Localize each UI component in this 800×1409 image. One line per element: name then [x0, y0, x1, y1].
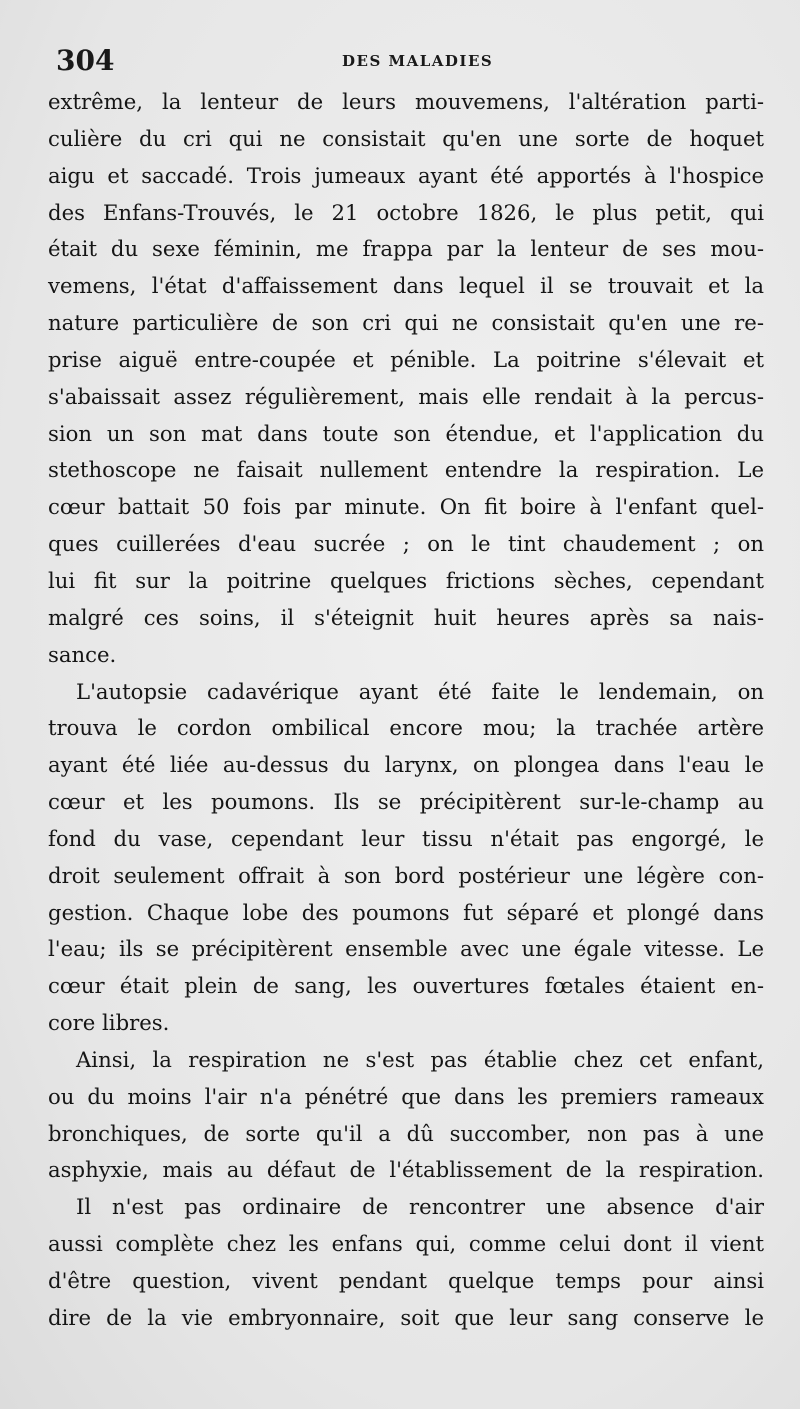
text-line: gestion. Chaque lobe des poumons fut séparé et plongé dans	[48, 899, 764, 925]
text-line: core libres.	[48, 1010, 170, 1036]
text-line: asphyxie, mais au défaut de l'établissement de la respiration.	[48, 1157, 764, 1183]
text-line: cœur et les poumons. Ils se précipitèrent sur-le-champ au	[48, 789, 764, 815]
text-line: prise aiguë entre-coupée et pénible. La poitrine s'élevait et	[48, 346, 764, 372]
running-head: DES MALADIES	[342, 52, 494, 70]
paragraph	[48, 1042, 764, 1189]
text-line: cœur battait 50 fois par minute. On fit boire à l'enfant quel-	[48, 494, 764, 520]
text-line: dire de la vie embryonnaire, soit que leur sang conserve le	[48, 1304, 764, 1330]
text-line: droit seulement offrait à son bord postérieur une légère con-	[48, 862, 764, 888]
paragraph	[48, 1189, 764, 1336]
text-line: était du sexe féminin, me frappa par la lenteur de ses mou-	[48, 236, 764, 262]
text-line: sance.	[48, 641, 117, 667]
text-line: l'eau; ils se précipitèrent ensemble avec une égale vitesse. Le	[48, 936, 764, 962]
paragraph	[48, 674, 764, 1042]
text-line: aigu et saccadé. Trois jumeaux ayant été apportés à l'hospice	[48, 162, 764, 188]
text-line: ou du moins l'air n'a pénétré que dans les premiers rameaux	[48, 1083, 764, 1109]
text-line: fond du vase, cependant leur tissu n'était pas engorgé, le	[48, 825, 764, 851]
text-line: des Enfans-Trouvés, le 21 octobre 1826, le plus petit, qui	[48, 199, 764, 225]
text-line: d'être question, vivent pendant quelque temps pour ainsi	[48, 1268, 764, 1293]
text-line: aussi complète chez les enfans qui, comme celui dont il vient	[48, 1231, 764, 1257]
text-line: bronchiques, de sorte qu'il a dû succomber, non pas à une	[48, 1120, 764, 1146]
text-line: malgré ces soins, il s'éteignit huit heures après sa nais-	[48, 604, 764, 630]
text-line: culière du cri qui ne consistait qu'en une sorte de hoquet	[48, 125, 764, 151]
text-line: trouva le cordon ombilical encore mou; la trachée artère	[48, 715, 764, 741]
text-line: cœur était plein de sang, les ouvertures fœtales étaient en-	[48, 973, 764, 999]
text-line: lui fit sur la poitrine quelques frictions sèches, cependant	[48, 567, 764, 593]
body-text	[48, 84, 764, 1337]
paragraph	[48, 84, 764, 674]
text-line: extrême, la lenteur de leurs mouvemens, l'altération parti-	[48, 89, 764, 114]
page-header	[0, 44, 800, 84]
text-line: Il n'est pas ordinaire de rencontrer une absence d'air	[76, 1194, 764, 1220]
text-line: L'autopsie cadavérique ayant été faite le lendemain, on	[76, 678, 764, 704]
text-line: s'abaissait assez régulièrement, mais elle rendait à la percus-	[48, 383, 764, 409]
text-line: sion un son mat dans toute son étendue, et l'application du	[48, 420, 764, 446]
text-line: nature particulière de son cri qui ne consistait qu'en une re-	[48, 310, 764, 336]
text-line: stethoscope ne faisait nullement entendre la respiration. Le	[48, 457, 764, 483]
text-line: ayant été liée au-dessus du larynx, on plongea dans l'eau le	[48, 752, 764, 778]
text-line: Ainsi, la respiration ne s'est pas établie chez cet enfant,	[76, 1046, 764, 1072]
text-line: vemens, l'état d'affaissement dans lequel il se trouvait et la	[48, 273, 764, 299]
page-number: 304	[56, 44, 115, 77]
text-line: ques cuillerées d'eau sucrée ; on le tint chaudement ; on	[48, 531, 764, 557]
